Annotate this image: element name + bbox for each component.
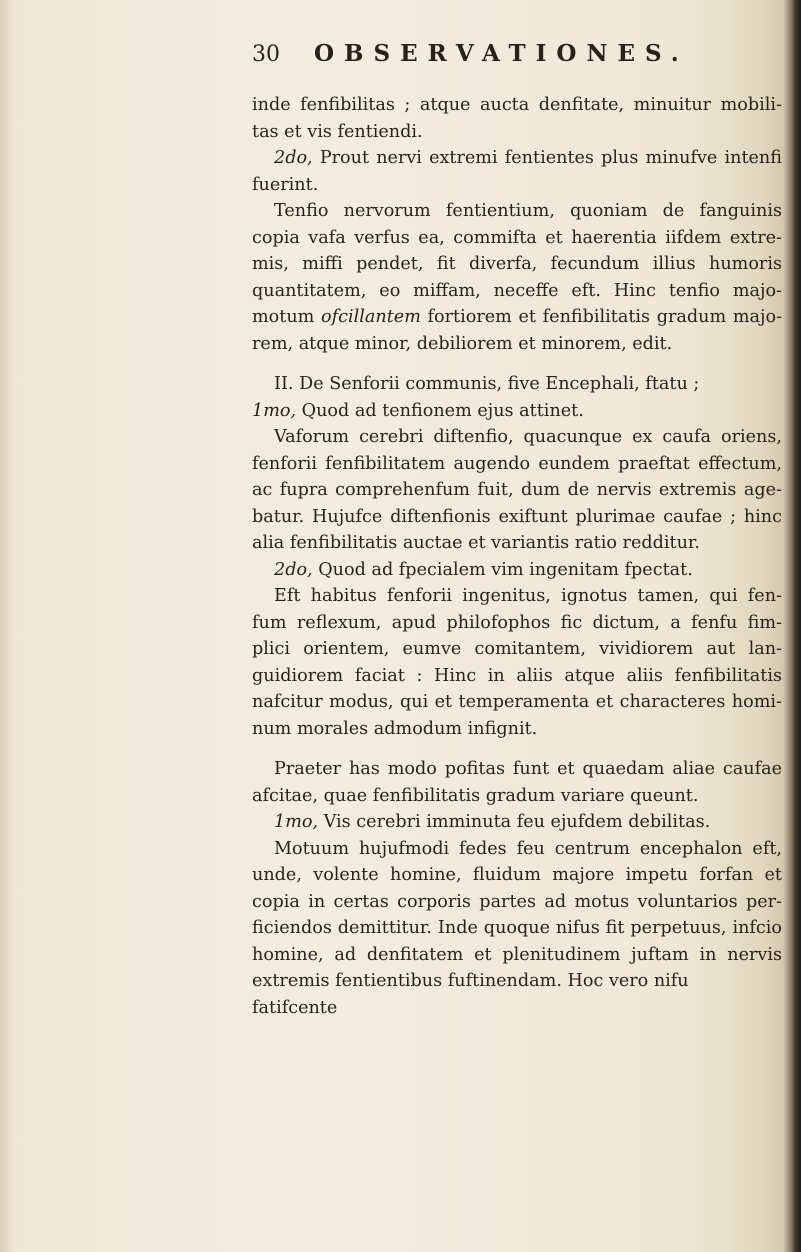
page-header [252,40,722,74]
paragraph: Eft habitus fenforii ingenitus, ignotus tamen, qui fen- fum reflexum, apud philofophos fic dictum, a fenfu fim- plici orientem, eumve comitantem, vividiorem aut lan- guidiorem faciat : Hinc in aliis atque aliis fenfibilitatis nafcitur modus, qui et temperamenta et characteres homi- num morales admodum infignit. [252,586,782,739]
ordinal-marker: 1mo, [274,812,319,832]
body-text [252,92,782,1021]
section-heading: II. De Senforii communis, five Encephali, ftatu ; [274,374,700,394]
paragraph: inde fenfibilitas ; atque aucta denfitate, minuitur mobili- tas et vis fentiendi. [252,95,782,142]
paragraph: Vaforum cerebri diftenfio, quacunque ex caufa oriens, fenforii fenfibilitatem augendo eundem praeftat effectum, ac fupra comprehenfum fuit, dum de nervis extremis age- batur. Hujufce diftenfionis exiftunt plurimae caufae ; hinc alia fenfibilitatis auctae et variantis ratio redditur. [252,427,782,553]
emphasis: ofcillantem [321,307,421,327]
running-head: OBSERVATIONES. [314,40,689,67]
page-edge [783,0,801,1252]
catchword: fatifcente [252,997,338,1018]
page-gutter-shadow [0,0,14,1252]
paragraph-numbered: 1mo, Vis cerebri imminuta feu ejufdem debilitas. [274,812,711,832]
ordinal-marker: 2do, [274,559,313,580]
paragraph-numbered: 2do, Quod ad fpecialem vim ingenitam fpectat. [274,559,693,580]
paragraph: Tenfio nervorum fentientium, quoniam de fanguinis copia vafa verfus ea, commifta et haerentia iifdem extre- mis, miffi pendet, fit diverfa, fecundum illius humoris quantitatem, eo miffam, neceffe eft. Hinc tenfio majo- motum ofcillantem fortiorem et fenfibilitatis gradum majo- rem, atque minor, debiliorem et minorem, edit. [252,201,783,354]
paragraph: Praeter has modo pofitas funt et quaedam aliae caufae afcitae, quae fenfibilitatis gradum variare queunt. [252,759,782,806]
ordinal-marker: 1mo, [252,400,297,421]
paragraph-numbered: 1mo, Quod ad tenfionem ejus attinet. [252,400,584,421]
paragraph-numbered: 2do, Prout nervi extremi fentientes plus minufve intenfi fuerint. [252,148,782,195]
page-number: 30 [252,42,280,67]
paragraph: Motuum hujufmodi fedes feu centrum encephalon eft, unde, volente homine, fluidum majore impetu forfan et copia in certas corporis partes ad motus voluntarios per- ficiendos demittitur. Inde quoque nifus fit perpetuus, infcio homine, ad denfitatem et plenitudinem juftam in nervis extremis fentientibus fuftinendam. Hoc vero nifu [252,838,782,991]
ordinal-marker: 2do, [274,148,313,168]
